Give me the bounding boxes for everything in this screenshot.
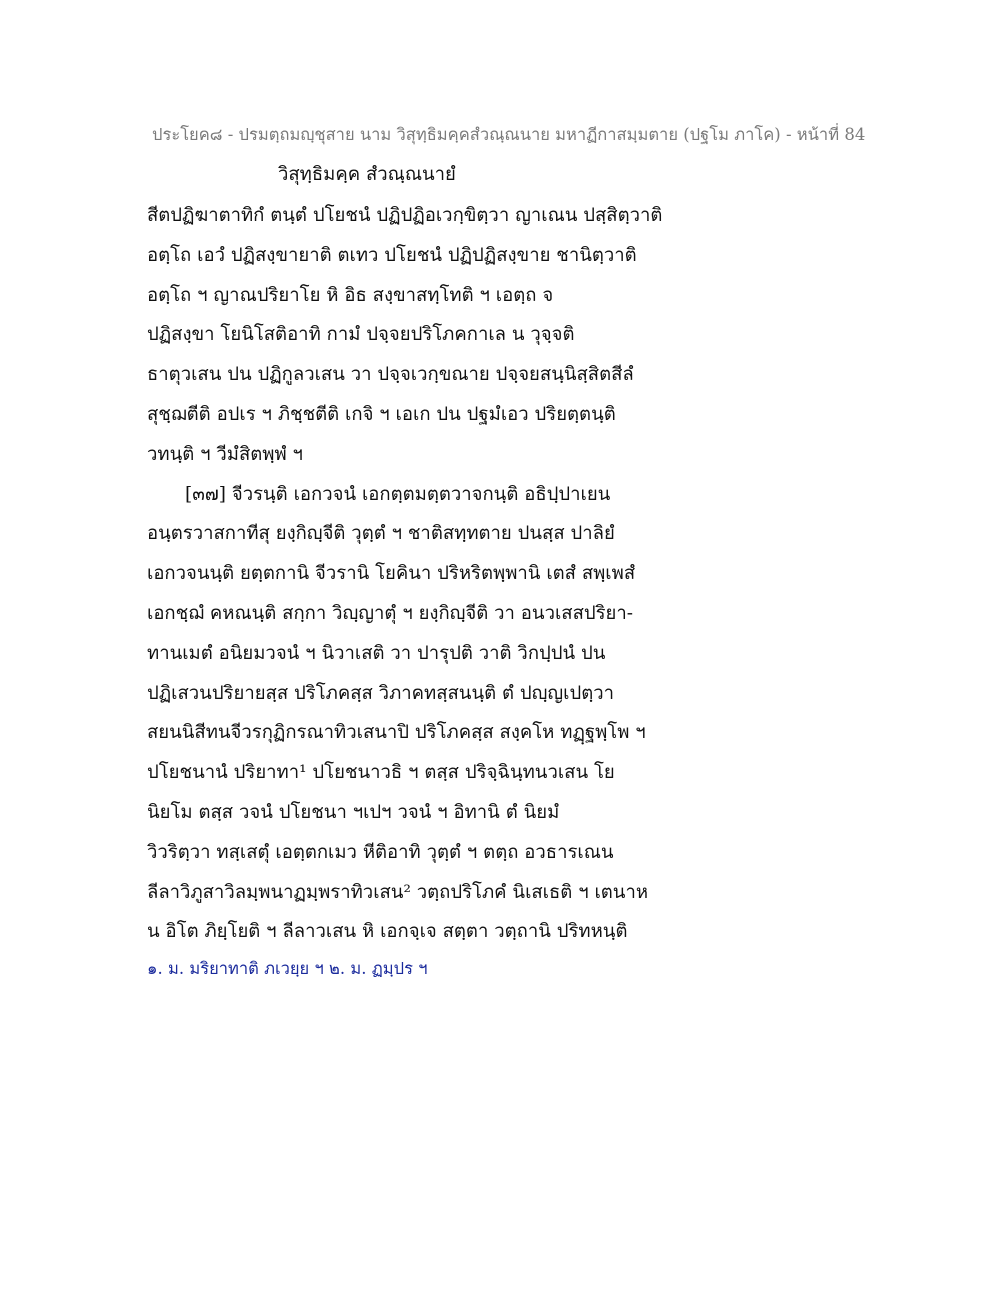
page-header: ประโยค๘ - ปรมตฺถมญฺชุสาย นาม วิสุทฺธิมคฺคสํวณฺณนาย มหาฏีกาสมฺมตาย (ปฐโม ภาโค) - หน้าที่ 84 (152, 125, 866, 144)
text-line: ปฏิสงฺขา โยนิโสติอาทิ กามํ ปจฺจยปริโภคกาเล น วุจฺจติ (147, 324, 575, 346)
text-line: สีตปฏิฆาตาทิกํ ตนฺตํ ปโยชนํ ปฏิปฏิอเวกฺขิตฺวา ญาเณน ปสฺสิตฺวาติ (147, 205, 663, 226)
text-line: ทานเมตํ อนิยมวจนํ ฯ นิวาเสติ วา ปารุปติ วาติ วิกปฺปนํ ปน (147, 642, 606, 664)
text-line: วทนฺติ ฯ วีมํสิตพฺพํ ฯ (147, 443, 303, 465)
text-line: อตฺโถ ฯ ญาณปริยาโย หิ อิธ สงฺขาสทฺโทติ ฯ เอตฺถ จ (147, 284, 554, 306)
text-line: เอกวจนนฺติ ยตฺตกานิ จีวรานิ โยคินา ปริหริตพฺพานิ เตสํ สพฺเพสํ (147, 563, 636, 585)
text-line: อตฺโถ เอวํ ปฏิสงฺขายาติ ตเทว ปโยชนํ ปฏิปฏิสงฺขาย ชานิตฺวาติ (147, 244, 637, 266)
text-line: น อิโต ภิยฺโยติ ฯ ลีลาวเสน หิ เอกจฺเจ สตฺตา วตฺถานิ ปริทหนฺติ (147, 921, 628, 943)
text-line: สยนนิสีทนจีวรกุฏิกรณาทิวเสนาปิ ปริโภคสฺส สงฺคโห ทฏฺฐพฺโพ ฯ (147, 722, 646, 744)
body-text (147, 196, 707, 952)
text-line: นิยโม ตสฺส วจนํ ปโยชนา ฯเปฯ วจนํ ฯ อิทานิ ตํ นิยมํ (147, 801, 560, 823)
text-line: ปโยชนานํ ปริยาทา¹ ปโยชนาวธิ ฯ ตสฺส ปริจฺฉินฺทนวเสน โย (147, 762, 615, 784)
paragraph-start-line: [๓๗] จีวรนฺติ เอกวจนํ เอกตฺตมตฺตวาจกนฺติ อธิปฺปาเยน (185, 483, 611, 505)
text-line: อนฺตรวาสกาทีสุ ยงฺกิญฺจีติ วุตฺตํ ฯ ชาติสทฺทตาย ปนสฺส ปาลิยํ (147, 523, 615, 545)
text-line: ธาตุวเสน ปน ปฏิกูลวเสน วา ปจฺจเวกฺขณาย ปจฺจยสนฺนิสฺสิตสีลํ (147, 364, 634, 386)
text-line: ปฏิเสวนปริยายสฺส ปริโภคสฺส วิภาคทสฺสนนฺติ ตํ ปญฺญเปตฺวา (147, 682, 615, 704)
text-line: เอกชฺฌํ คหณนฺติ สกฺกา วิญฺญาตุํ ฯ ยงฺกิญฺจีติ วา อนวเสสปริยา- (147, 602, 634, 624)
text-line: ลีลาวิภูสาวิลมฺพนาฏมฺพราทิวเสน² วตฺถปริโภคํ นิเสเธติ ฯ เตนาห (147, 881, 649, 903)
footnote: ๑. ม. มริยาทาติ ภเวยฺย ฯ ๒. ม. ฏมฺปร ฯ (147, 959, 428, 978)
text-line: สุชฺฌตีติ อปเร ฯ ภิชฺชตีติ เกจิ ฯ เอเก ปน ปฐมํเอว ปริยตฺตนฺติ (147, 403, 616, 425)
section-title: วิสุทฺธิมคฺค สํวณฺณนายํ (278, 164, 456, 185)
text-line: วิวริตฺวา ทสฺเสตุํ เอตฺตกเมว หีติอาทิ วุตฺตํ ฯ ตตฺถ อวธารเณน (147, 841, 614, 863)
